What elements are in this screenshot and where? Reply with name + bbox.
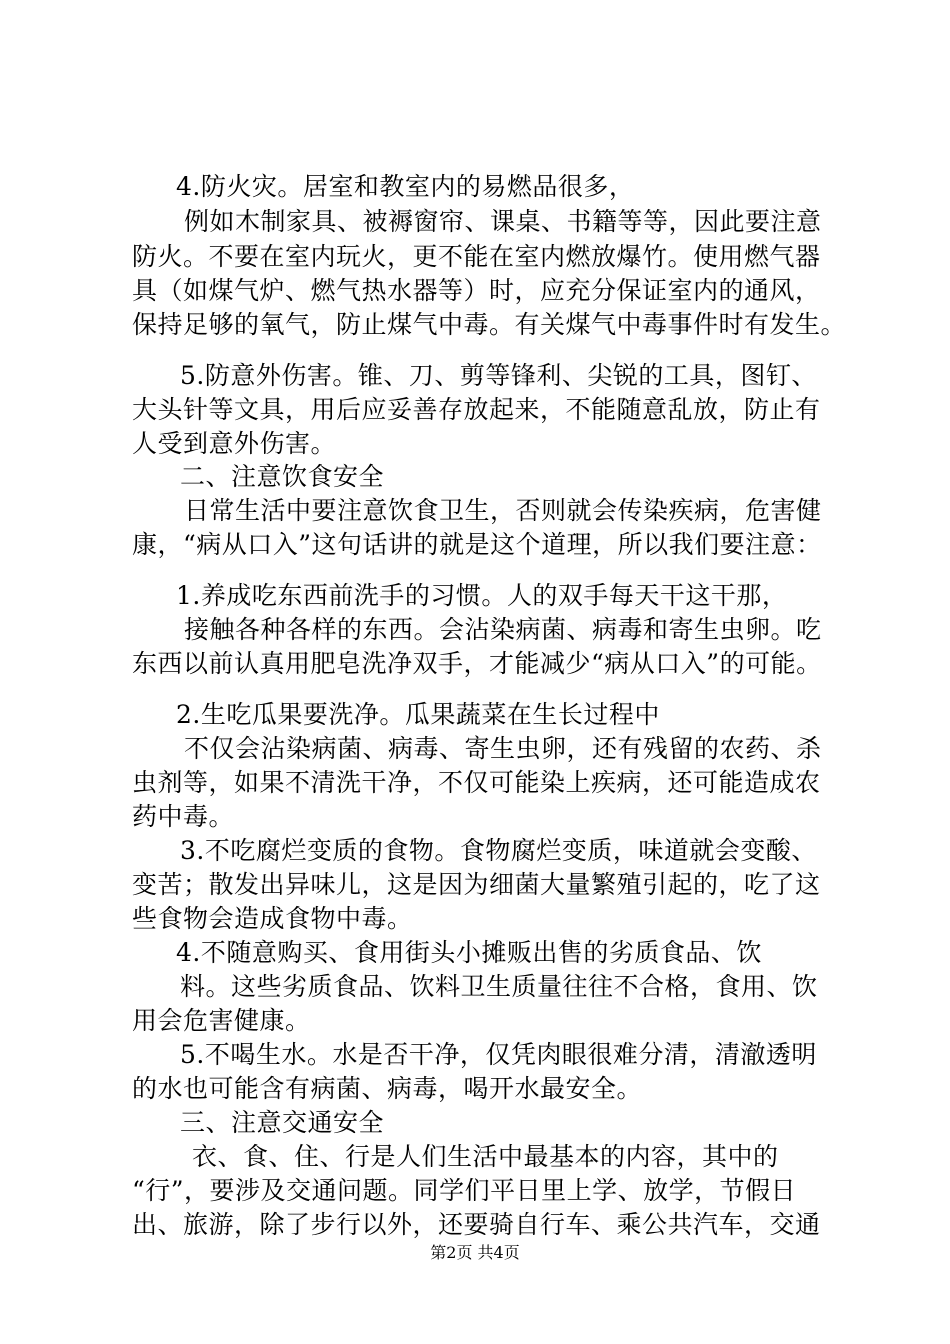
text-line: 接触各种各样的东西。会沾染病菌、病毒和寄生虫卵。吃 [184,615,822,644]
section-heading: 二、注意饮食安全 [180,462,385,491]
text-line: 料。这些劣质食品、饮料卫生质量往往不合格，食用、饮 [180,972,818,1001]
text-line: 4.不随意购买、食用街头小摊贩出售的劣质食品、饮 [176,938,762,967]
text-line: 1.养成吃东西前洗手的习惯。人的双手每天干这干那， [176,581,788,610]
text-line: 4.防火灾。居室和教室内的易燃品很多， [176,172,635,201]
text-line: 康，“病从口入”这句话讲的就是这个道理，所以我们要注意： [132,530,822,559]
text-line: 人受到意外伤害。 [132,429,337,458]
text-line: 用会危害健康。 [132,1006,311,1035]
text-line: 虫剂等，如果不清洗干净，不仅可能染上疾病，还可能造成农 [132,768,821,797]
text-line: 日常生活中要注意饮食卫生，否则就会传染疾病，危害健 [184,496,822,525]
text-line: 防火。不要在室内玩火，更不能在室内燃放爆竹。使用燃气器 [132,242,821,271]
text-line: 的水也可能含有病菌、病毒，喝开水最安全。 [132,1074,643,1103]
text-line: 例如木制家具、被褥窗帘、课桌、书籍等等，因此要注意 [184,207,822,236]
text-line: 5.防意外伤害。锥、刀、剪等锋利、尖锐的工具，图钉、 [180,361,817,390]
text-line: 变苦；散发出异味儿，这是因为细菌大量繁殖引起的，吃了这 [132,870,821,899]
page-footer: 第2页 共4页 [430,1243,520,1262]
text-line: 药中毒。 [132,802,235,831]
text-line: 具（如煤气炉、燃气热水器等）时，应充分保证室内的通风， [132,276,821,305]
text-line: 东西以前认真用肥皂洗净双手，才能减少“病从口入”的可能。 [132,649,822,678]
text-line: 保持足够的氧气，防止煤气中毒。有关煤气中毒事件时有发生。 [132,310,847,339]
text-line: 衣、食、住、行是人们生活中最基本的内容，其中的 [192,1142,779,1171]
text-line: 出、旅游，除了步行以外，还要骑自行车、乘公共汽车，交通 [132,1210,821,1239]
text-line: 5.不喝生水。水是否干净，仅凭肉眼很难分清，清澈透明 [180,1040,817,1069]
text-line: “行”，要涉及交通问题。同学们平日里上学、放学，节假日 [132,1176,797,1205]
text-line: 2.生吃瓜果要洗净。瓜果蔬菜在生长过程中 [176,700,660,729]
section-heading: 三、注意交通安全 [180,1108,385,1137]
text-line: 大头针等文具，用后应妥善存放起来，不能随意乱放，防止有 [132,395,821,424]
text-line: 些食物会造成食物中毒。 [132,904,413,933]
text-line: 3.不吃腐烂变质的食物。食物腐烂变质，味道就会变酸、 [180,836,817,865]
text-line: 不仅会沾染病菌、病毒、寄生虫卵，还有残留的农药、杀 [184,734,822,763]
